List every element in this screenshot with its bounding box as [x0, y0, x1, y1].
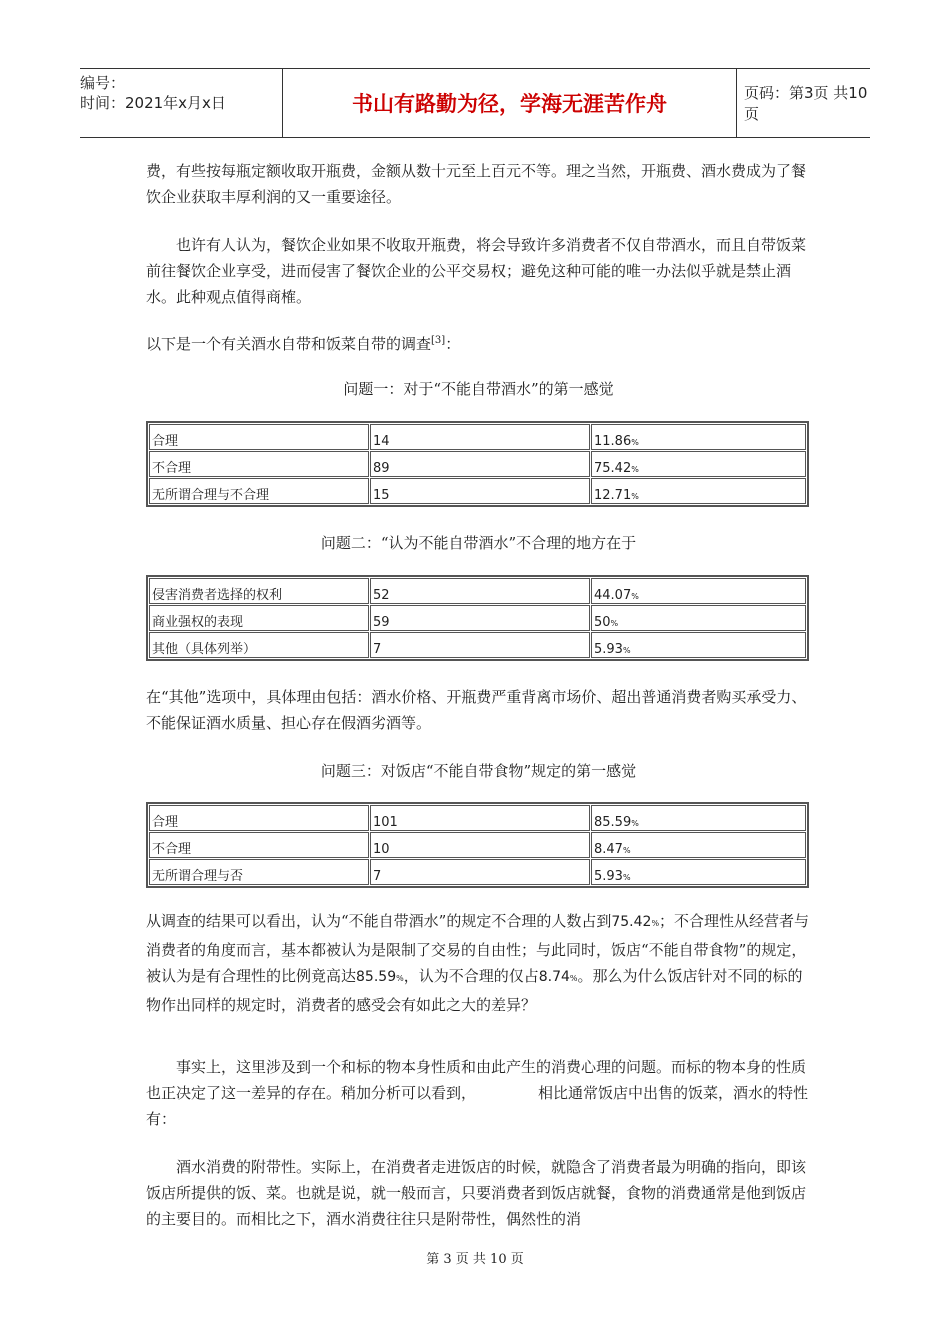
survey-intro — [146, 328, 811, 357]
header-page-info: 页码：第3页 共10页 — [744, 84, 868, 123]
fact-text: 相比通常饭店中出售的饭菜，酒水的特性有： — [146, 1084, 809, 1128]
percent-unit: % — [631, 438, 639, 447]
percent-value: 85.59 — [594, 815, 632, 830]
analysis-value: 85.59 — [356, 969, 397, 985]
percent-cell — [591, 424, 806, 450]
document-date: 时间：2021年x月x日 — [80, 94, 226, 112]
header-motto: 书山有路勤为径，学海无涯苦作舟 — [282, 69, 737, 137]
question-2-caption: 问题二：“认为不能自带酒水”不合理的地方在于 — [320, 534, 637, 552]
page-header — [80, 68, 870, 138]
count-cell: 89 — [370, 451, 590, 477]
percent-cell — [591, 632, 806, 658]
analysis-text: ；不合理性从经营者与消费者的角度而言，基本都被认为是限制了交易的自由性；与此同时，饭店“不能自带食物”的规定，被认为是有合理性的比例竟高达 — [146, 912, 810, 985]
count-cell: 52 — [370, 578, 590, 604]
count-cell: 101 — [370, 805, 590, 831]
option-cell: 不合理 — [149, 832, 369, 858]
percent-value: 12.71 — [594, 488, 632, 503]
table-row — [149, 451, 806, 477]
survey-intro-text: 以下是一个有关酒水自带和饭菜自带的调查 — [146, 335, 432, 353]
paragraph-opinion: 也许有人认为，餐饮企业如果不收取开瓶费，将会导致许多消费者不仅自带酒水，而且自带饭菜前往餐饮企业享受，进而侵害了餐饮企业的公平交易权；避免这种可能的唯一办法似乎就是禁止酒水。此种观点值得商榷。 — [146, 236, 807, 306]
percent-value: 5.93 — [594, 642, 623, 657]
percent-unit: % — [631, 492, 639, 501]
percent-value: 44.07 — [594, 588, 632, 603]
page-footer: 第 3 页 共 10 页 — [426, 1252, 524, 1267]
option-cell: 商业强权的表现 — [149, 605, 369, 631]
analysis-text: 从调查的结果可以看出，认为“不能自带酒水”的规定不合理的人数占到 — [146, 912, 612, 930]
citation-reference[interactable]: [3] — [431, 335, 446, 346]
analysis-value: 8.74 — [538, 969, 570, 985]
count-cell: 15 — [370, 478, 590, 504]
analysis-paragraph — [146, 908, 811, 1018]
other-reasons-note: 在“其他”选项中，具体理由包括：酒水价格、开瓶费严重背离市场价、超出普通消费者购买承受力、不能保证酒水质量、担心存在假酒劣酒等。 — [146, 688, 807, 732]
option-cell: 其他（具体列举） — [149, 632, 369, 658]
table-row — [149, 424, 806, 450]
percent-unit: % — [610, 619, 619, 628]
table-row — [149, 632, 806, 658]
count-cell: 59 — [370, 605, 590, 631]
percent-cell — [591, 578, 806, 604]
table-row — [149, 859, 806, 885]
question-1-caption: 问题一：对于“不能自带酒水”的第一感觉 — [343, 380, 614, 398]
percent-unit: % — [622, 646, 631, 655]
percent-unit: % — [631, 819, 639, 828]
survey-intro-tail: ： — [445, 335, 461, 353]
option-cell: 不合理 — [149, 451, 369, 477]
count-cell: 7 — [370, 859, 590, 885]
header-meta — [80, 69, 280, 137]
percent-unit: % — [631, 592, 639, 601]
percent-value: 5.93 — [594, 869, 623, 884]
analysis-value: 75.42 — [611, 914, 652, 930]
table-row — [149, 578, 806, 604]
count-cell: 7 — [370, 632, 590, 658]
question-3-caption: 问题三：对饭店“不能自带食物”规定的第一感觉 — [320, 762, 637, 780]
count-cell: 14 — [370, 424, 590, 450]
analysis-text: ，认为不合理的仅占 — [403, 967, 539, 985]
option-cell: 合理 — [149, 805, 369, 831]
percent-value: 8.47 — [594, 842, 623, 857]
count-cell: 10 — [370, 832, 590, 858]
percent-unit: % — [622, 846, 631, 855]
percent-cell — [591, 451, 806, 477]
accessory-paragraph: 酒水消费的附带性。实际上，在消费者走进饭店的时候，就隐含了消费者最为明确的指向，即该饭店所提供的饭、菜。也就是说，就一般而言，只要消费者到饭店就餐，食物的消费通常是他到饭店的主要目的。而相比之下，酒水消费往往只是附带性，偶然性的消 — [146, 1158, 807, 1228]
percent-value: 11.86 — [594, 434, 632, 449]
table-row — [149, 605, 806, 631]
question-1-table — [146, 421, 809, 507]
percent-cell — [591, 805, 806, 831]
percent-unit: % — [396, 974, 404, 983]
percent-unit: % — [622, 873, 631, 882]
question-2-table — [146, 575, 809, 661]
percent-value: 50 — [594, 615, 611, 630]
fact-text: 事实上，这里涉及到一个和标的物本身性质和由此产生的消费心理的问题。而标的物本身的性质也正决定了这一差异的存在。稍加分析可以看到， — [146, 1058, 807, 1102]
percent-unit: % — [631, 465, 639, 474]
table-row — [149, 832, 806, 858]
option-cell: 无所谓合理与否 — [149, 859, 369, 885]
table-row — [149, 478, 806, 504]
percent-value: 75.42 — [594, 461, 632, 476]
percent-unit: % — [651, 919, 660, 928]
percent-unit: % — [569, 974, 578, 983]
document-number-label: 编号： — [80, 74, 126, 92]
fact-paragraph — [146, 1054, 811, 1132]
option-cell: 侵害消费者选择的权利 — [149, 578, 369, 604]
option-cell: 无所谓合理与不合理 — [149, 478, 369, 504]
percent-cell — [591, 832, 806, 858]
percent-cell — [591, 605, 806, 631]
table-row — [149, 805, 806, 831]
percent-cell — [591, 859, 806, 885]
paragraph-continuation: 费，有些按每瓶定额收取开瓶费，金额从数十元至上百元不等。理之当然，开瓶费、酒水费成为了餐饮企业获取丰厚利润的又一重要途径。 — [146, 162, 807, 206]
percent-cell — [591, 478, 806, 504]
analysis-text: 。那么为什么饭店针对不同的标的物作出同样的规定时，消费者的感受会有如此之大的差异？ — [146, 967, 803, 1014]
question-3-table — [146, 802, 809, 888]
option-cell: 合理 — [149, 424, 369, 450]
